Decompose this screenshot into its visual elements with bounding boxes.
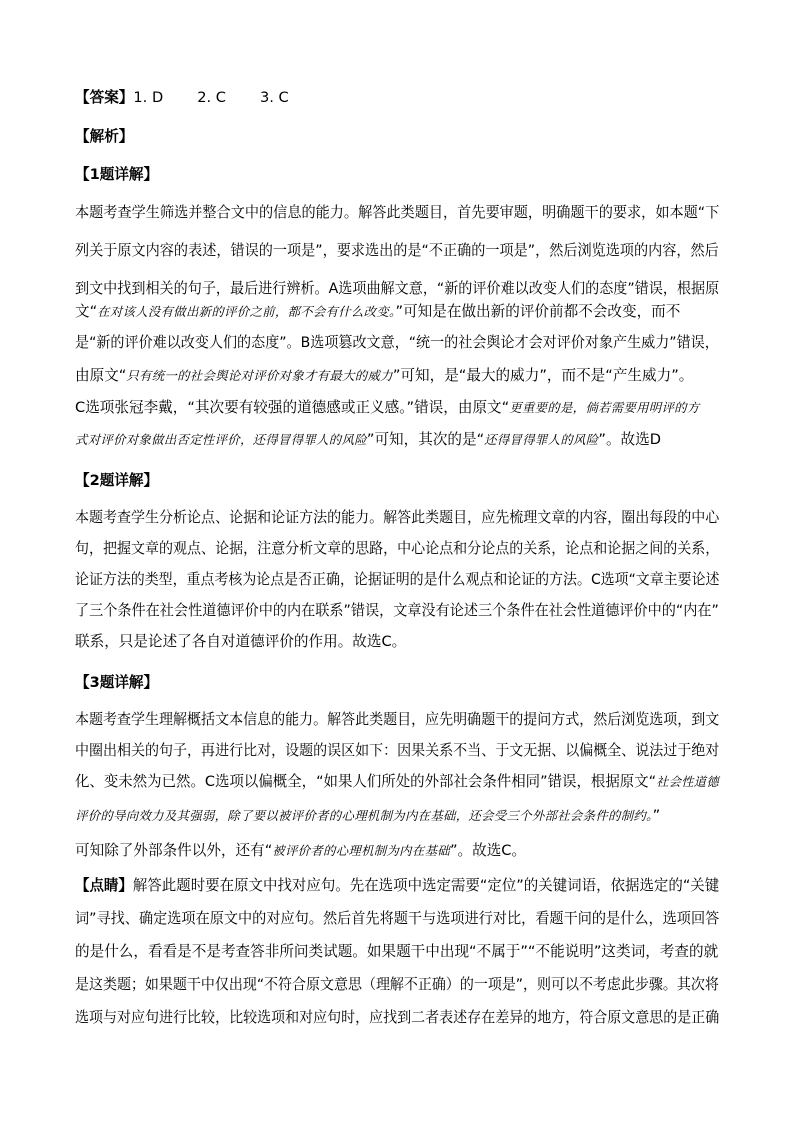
text-run: ”可知，是“最大的威力”，而不是“产生威力”。 xyxy=(392,367,694,384)
q2-text-line: 论证方法的类型，重点考核为论点是否正确，论据证明的是什么观点和论证的方法。C选项“文章主要论述 xyxy=(75,571,720,588)
q2-text-line: 了三个条件在社会性道德评价中的内在联系”错误，文章没有论述三个条件在社会性道德评价中的“内在” xyxy=(75,602,719,619)
q1-heading: 【1题详解】 xyxy=(75,166,159,183)
text-run: ”。故选C。 xyxy=(449,842,527,859)
q1-text-line: 列关于原文内容的表述，错误的一项是”，要求选出的是“不正确的一项是”，然后浏览选项的内容，然后 xyxy=(75,242,719,259)
q1-text-line xyxy=(75,302,680,322)
text-run: 文“ xyxy=(75,303,98,320)
q3-heading: 【3题详解】 xyxy=(75,674,159,691)
tip-text-line: 选项与对应句进行比较，比较选项和对应句时，应找到二者表述存在差异的地方，符合原文意思的是正确 xyxy=(75,1009,720,1026)
answer-item-1: 1. D xyxy=(133,89,164,106)
q1-text-line: 本题考查学生筛选并整合文中的信息的能力。解答此类题目，首先要审题，明确题干的要求，如本题“下 xyxy=(75,204,720,221)
quoted-original-text: 评价的导向效力及其强弱，除了要以被评价者的心理机制为内在基础，还会受三个外部社会条件的制约。 xyxy=(75,808,653,823)
text-run: 由原文“ xyxy=(75,367,127,384)
quoted-original-text: 式对评价对象做出否定性评价，还得冒得罪人的风险 xyxy=(75,432,367,447)
answer-line xyxy=(75,88,289,108)
text-run: C选项张冠李戴，“其次要有较强的道德感或正义感。”错误，由原文“ xyxy=(75,399,510,416)
text-run: 可知除了外部条件以外，还有“ xyxy=(75,842,273,859)
q1-text-line xyxy=(75,398,700,418)
text-run: 化、变未然为已然。C选项以偏概全，“如果人们所处的外部社会条件相同”错误，根据原文“ xyxy=(75,773,657,790)
q1-text-line: 是“新的评价难以改变人们的态度”。B选项篡改文意，“统一的社会舆论才会对评价对象产生威力”错误， xyxy=(75,334,719,351)
answer-item-2: 2. C xyxy=(197,89,226,106)
q3-text-line: 中圈出相关的句子，再进行比对，设题的误区如下：因果关系不当、于文无据、以偏概全、说法过于绝对 xyxy=(75,742,720,759)
q1-text-line xyxy=(75,430,661,450)
answer-item-3: 3. C xyxy=(259,89,289,106)
tip-text-line: 词”寻找、确定选项在原文中的对应句。然后首先将题干与选项进行对比，看题干问的是什么，选项回答 xyxy=(75,910,720,927)
text-run: 解答此题时要在原文中找对应句。先在选项中选定需要“定位”的关键词语，依据选定的“关键 xyxy=(132,877,720,894)
q3-text-line: 本题考查学生理解概括文本信息的能力。解答此类题目，应先明确题干的提问方式，然后浏览选项，到文 xyxy=(75,711,720,728)
q2-text-line: 句，把握文章的观点、论据，注意分析文章的思路，中心论点和分论点的关系，论点和论据之间的关系， xyxy=(75,540,720,557)
quoted-original-text: 被评价者的心理机制为内在基础 xyxy=(272,843,450,858)
quoted-original-text: 更重要的是，倘若需要用明评的方 xyxy=(509,400,700,415)
text-run: ”可知，其次的是“ xyxy=(366,431,485,448)
tip-text-line xyxy=(75,876,719,896)
q2-heading: 【2题详解】 xyxy=(75,472,159,489)
q3-text-line xyxy=(75,806,660,826)
answer-label: 【答案】 xyxy=(75,89,134,106)
tip-text-line: 是这类题；如果题干中仅出现“不符合原文意思（理解不正确）的一项是”，则可以不考虑此步骤。其次将 xyxy=(75,976,719,993)
q2-text-line: 本题考查学生分析论点、论据和论证方法的能力。解答此类题目，应先梳理文章的内容，圈出每段的中心 xyxy=(75,509,720,526)
quoted-original-text: 只有统一的社会舆论对评价对象才有最大的威力 xyxy=(126,368,393,383)
q3-text-line xyxy=(75,841,526,861)
quoted-original-text: 还得冒得罪人的风险 xyxy=(484,432,599,447)
quoted-original-text: 在对该人没有做出新的评价之前，都不会有什么改变。 xyxy=(97,304,396,319)
tip-label: 【点睛】 xyxy=(75,877,133,894)
q3-text-line xyxy=(75,772,719,792)
tip-text-line: 的是什么，看看是不是考查答非所问类试题。如果题干中出现“不属于”“不能说明”这类词，考查的就 xyxy=(75,943,719,960)
text-run: ” xyxy=(652,807,661,824)
q2-text-line: 联系，只是论述了各自对道德评价的作用。故选C。 xyxy=(75,633,407,650)
q1-text-line: 到文中找到相关的句子，最后进行辨析。A选项曲解文意，“新的评价难以改变人们的态度”错误，根据原 xyxy=(75,280,720,297)
quoted-original-text: 社会性道德 xyxy=(656,774,719,789)
q1-text-line xyxy=(75,366,693,386)
text-run: ”。故选D xyxy=(598,431,661,448)
analysis-heading: 【解析】 xyxy=(75,128,134,145)
text-run: ”可知是在做出新的评价前都不会改变，而不 xyxy=(395,303,681,320)
